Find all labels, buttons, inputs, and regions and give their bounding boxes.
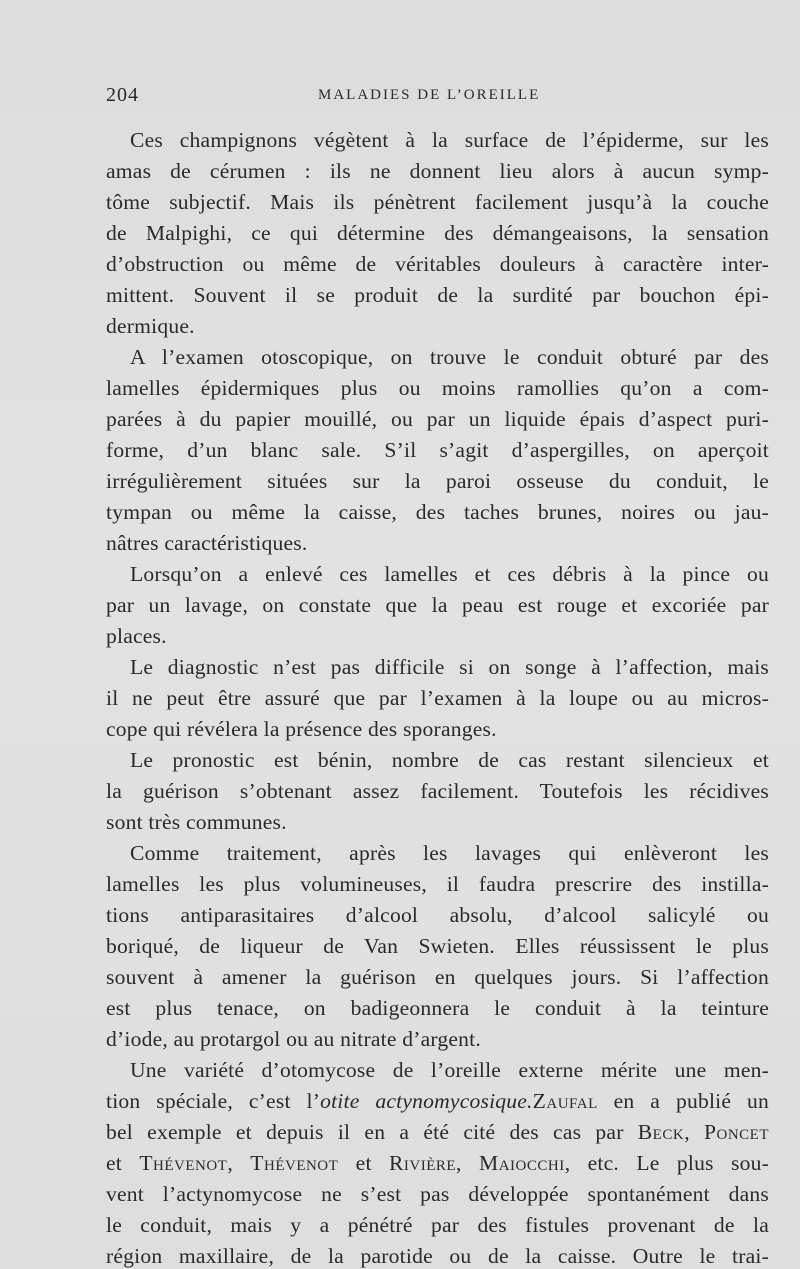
text-line: la guérison s’obtenant assez facilement. Toutefois les récidives [106, 779, 769, 803]
text-line: mittent. Souvent il se produit de la surdité par bouchon épi- [106, 283, 769, 307]
text-line: Le pronostic est bénin, nombre de cas restant silencieux et [130, 748, 769, 772]
author-name: Rivière [388, 1151, 457, 1175]
text-line: région maxillaire, de la parotide ou de la caisse. Outre le trai- [106, 1244, 769, 1268]
text-line: d’obstruction ou même de véritables douleurs à caractère inter- [106, 252, 769, 276]
text-line: amas de cérumen : ils ne donnent lieu alors à aucun symp- [106, 159, 769, 183]
text-line: d’iode, au protargol ou au nitrate d’argent. [106, 1027, 481, 1051]
text-line [106, 1117, 769, 1148]
text-line: tions antiparasitaires d’alcool absolu, d’alcool salicylé ou [106, 903, 769, 927]
text-line: souvent à amener la guérison en quelques jours. Si l’affection [106, 965, 769, 989]
text-run: , [456, 1151, 479, 1175]
text-line: le conduit, mais y a pénétré par des fistules provenant de la [106, 1213, 769, 1237]
text-line: sont très communes. [106, 810, 287, 834]
page-number: 204 [106, 84, 139, 106]
text-line: Le diagnostic n’est pas difficile si on songe à l’affection, mais [130, 655, 769, 679]
text-line: Lorsqu’on a enlevé ces lamelles et ces débris à la pince ou [130, 562, 769, 586]
text-line: de Malpighi, ce qui détermine des démangeaisons, la sensation [106, 221, 769, 245]
page-header [106, 84, 760, 110]
author-name: Beck [637, 1120, 685, 1144]
author-name: Thévenot [139, 1151, 228, 1175]
text-run: , [684, 1120, 704, 1144]
text-run: et [106, 1151, 140, 1175]
body-text [106, 125, 769, 1269]
text-line: par un lavage, on constate que la peau est rouge et excoriée par [106, 593, 769, 617]
author-name: Thévenot [250, 1151, 339, 1175]
text-run: , etc. Le plus sou- [564, 1151, 769, 1175]
text-line: places. [106, 624, 167, 648]
text-line: tympan ou même la caisse, des taches brunes, noires ou jau- [106, 500, 769, 524]
text-line: lamelles épidermiques plus ou moins ramollies qu’on a com- [106, 376, 769, 400]
text-line: est plus tenace, on badigeonnera le conduit à la teinture [106, 996, 769, 1020]
text-line: boriqué, de liqueur de Van Swieten. Elles réussissent le plus [106, 934, 769, 958]
text-line: nâtres caractéristiques. [106, 531, 308, 555]
text-line: A l’examen otoscopique, on trouve le conduit obturé par des [130, 345, 769, 369]
text-line: irrégulièrement situées sur la paroi osseuse du conduit, le [106, 469, 769, 493]
text-run: , [227, 1151, 251, 1175]
text-line [106, 1148, 769, 1179]
text-run: bel exemple et depuis il en a été cité des cas par [106, 1120, 638, 1144]
italic-term: otite actynomycosique. [320, 1089, 533, 1113]
text-line: cope qui révélera la présence des sporanges. [106, 717, 497, 741]
text-line: il ne peut être assuré que par l’examen à la loupe ou au micros- [106, 686, 769, 710]
text-line: parées à du papier mouillé, ou par un liquide épais d’aspect puri- [106, 407, 769, 431]
text-line: forme, d’un blanc sale. S’il s’agit d’aspergilles, on aperçoit [106, 438, 769, 462]
text-line: tôme subjectif. Mais ils pénètrent facilement jusqu’à la couche [106, 190, 769, 214]
text-line: Ces champignons végètent à la surface de l’épiderme, sur les [130, 128, 769, 152]
text-line: lamelles les plus volumineuses, il faudra prescrire des instilla- [106, 872, 769, 896]
text-line [106, 1086, 769, 1117]
author-name: Zaufal [532, 1089, 598, 1113]
text-line: Une variété d’otomycose de l’oreille externe mérite une men- [130, 1058, 769, 1082]
running-head: MALADIES DE L’OREILLE [318, 87, 541, 103]
text-run: en a publié un [597, 1089, 769, 1113]
text-run: et [338, 1151, 389, 1175]
text-line: vent l’actynomycose ne s’est pas développée spontanément dans [106, 1182, 769, 1206]
author-name: Maiocchi [479, 1151, 565, 1175]
text-line: dermique. [106, 314, 195, 338]
text-run: tion spéciale, c’est l’ [106, 1089, 321, 1113]
text-line: Comme traitement, après les lavages qui enlèveront les [130, 841, 769, 865]
author-name: Poncet [703, 1120, 769, 1144]
